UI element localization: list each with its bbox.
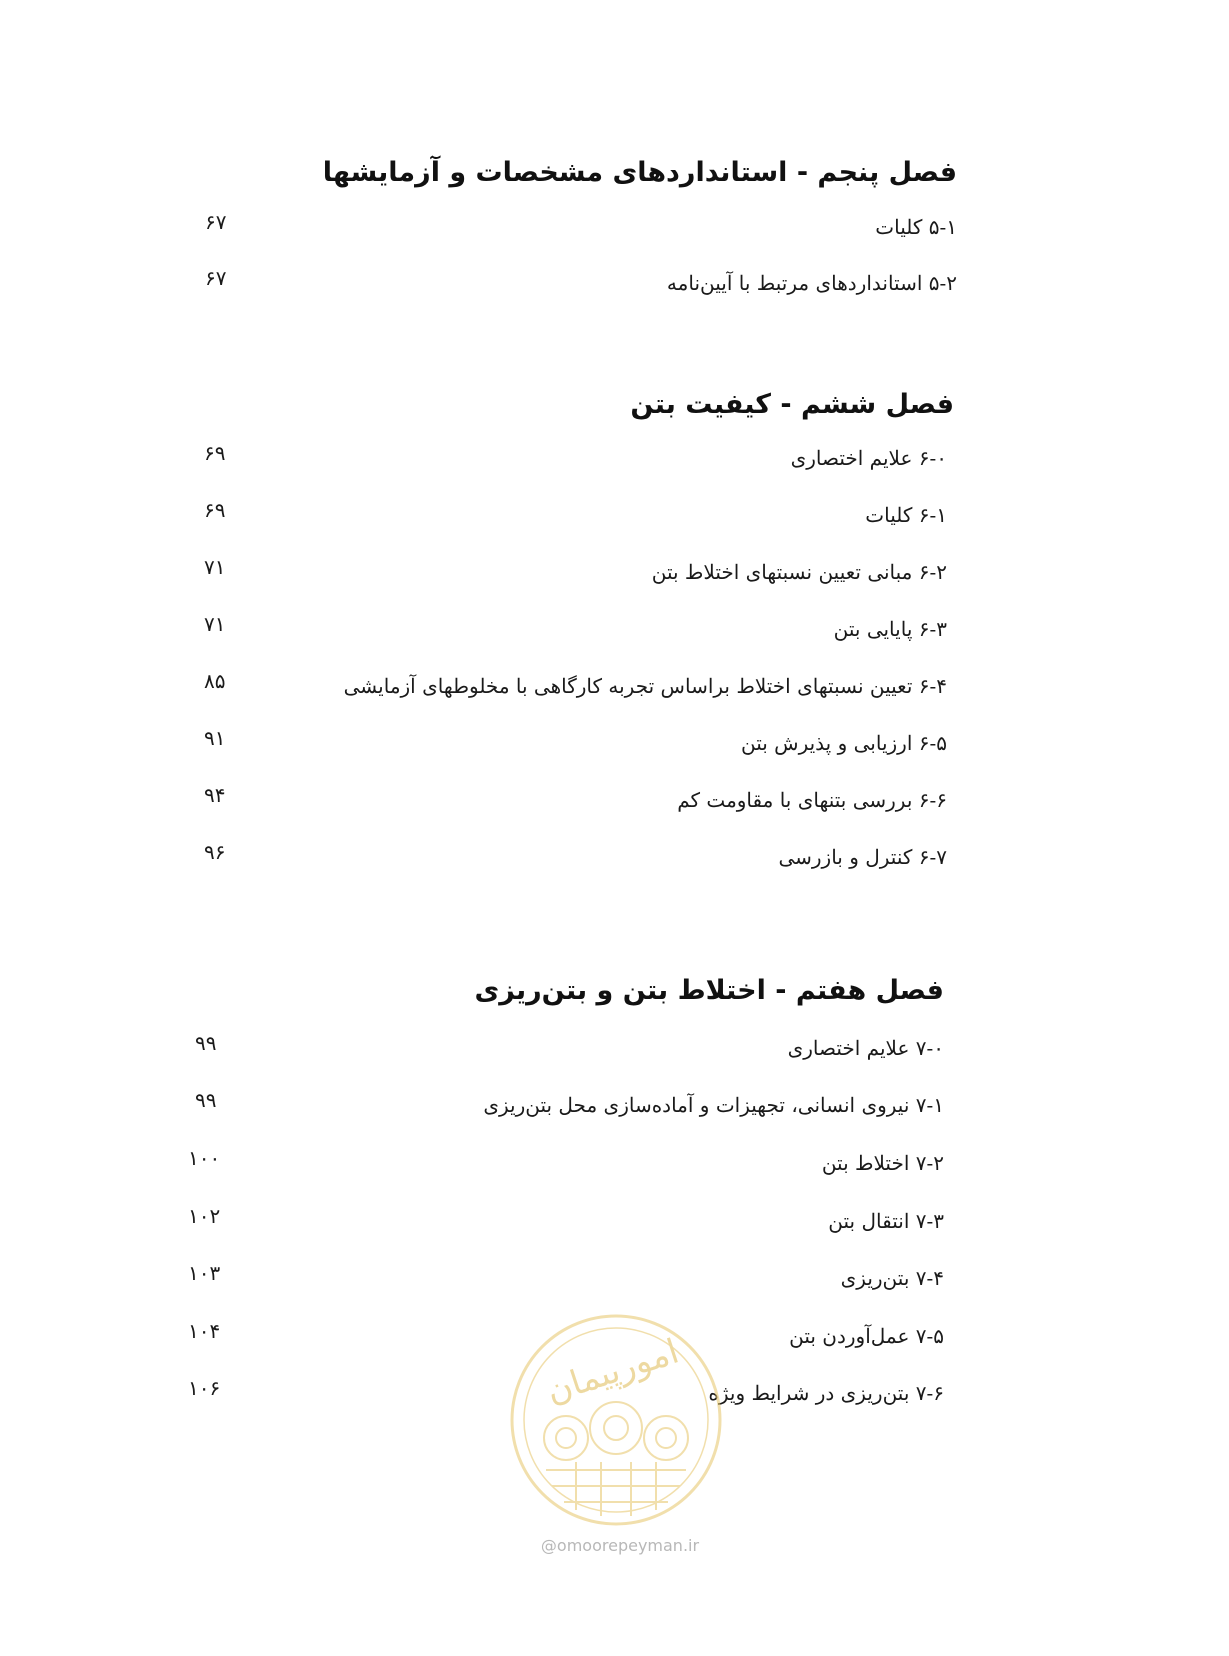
toc-page-number: ۹۹ xyxy=(195,1031,217,1055)
toc-entry: ۶-۵ ارزیابی و پذیرش بتن xyxy=(740,731,947,755)
toc-entry: ۶-۶ بررسی بتنهای با مقاومت کم xyxy=(677,788,947,812)
omoorepeyman-logo-icon xyxy=(506,1310,726,1530)
watermark-url: @omoorepeyman.ir xyxy=(540,1536,700,1555)
toc-entry: ۷-۳ انتقال بتن xyxy=(828,1209,944,1233)
section-heading-7: فصل هفتم - اختلاط بتن و بتن‌ریزی xyxy=(474,975,944,1006)
toc-page-number: ۶۷ xyxy=(205,266,227,290)
toc-entry: ۵-۲ استانداردهای مرتبط با آیین‌نامه xyxy=(666,271,957,295)
toc-page-number: ۹۶ xyxy=(204,840,226,864)
section-heading-6: فصل ششم - کیفیت بتن xyxy=(630,389,954,420)
toc-page-number: ۱۰۲ xyxy=(188,1204,221,1228)
toc-entry: ۶-۷ کنترل و بازرسی xyxy=(778,845,947,869)
toc-entry: ۷-۴ بتن‌ریزی xyxy=(840,1266,944,1290)
svg-text:امورپیمان: امورپیمان xyxy=(541,1331,684,1412)
toc-page-number: ۸۵ xyxy=(204,669,226,693)
toc-entry: ۷-۰ علایم اختصاری xyxy=(787,1036,944,1060)
toc-page-number: ۱۰۳ xyxy=(188,1261,221,1285)
toc-page-number: ۷۱ xyxy=(204,555,226,579)
toc-entry: ۶-۳ پایایی بتن xyxy=(833,617,947,641)
toc-page-number: ۹۹ xyxy=(195,1088,217,1112)
toc-entry: ۶-۰ علایم اختصاری xyxy=(790,446,947,470)
toc-page-number: ۷۱ xyxy=(204,612,226,636)
toc-page-number: ۹۱ xyxy=(204,726,226,750)
toc-page-number: ۱۰۴ xyxy=(188,1319,221,1343)
toc-entry: ۷-۲ اختلاط بتن xyxy=(821,1151,944,1175)
toc-entry: ۷-۵ عمل‌آوردن بتن xyxy=(789,1324,944,1348)
toc-entry: ۷-۱ نیروی انسانی، تجهیزات و آماده‌سازی محل بتن‌ریزی xyxy=(483,1093,944,1117)
toc-page-number: ۶۹ xyxy=(204,441,226,465)
toc-page-number: ۶۷ xyxy=(205,210,227,234)
toc-entry: ۵-۱ کلیات xyxy=(875,215,957,239)
toc-page-number: ۹۴ xyxy=(204,783,226,807)
toc-page-number: ۱۰۰ xyxy=(188,1146,221,1170)
toc-page-number: ۶۹ xyxy=(204,498,226,522)
toc-entry: ۶-۲ مبانی تعیین نسبتهای اختلاط بتن xyxy=(651,560,947,584)
toc-entry: ۷-۶ بتن‌ریزی در شرایط ویژه xyxy=(708,1381,944,1405)
toc-entry: ۶-۱ کلیات xyxy=(865,503,947,527)
section-heading-5: فصل پنجم - استانداردهای مشخصات و آزمایشها xyxy=(322,157,957,188)
toc-page-number: ۱۰۶ xyxy=(188,1376,221,1400)
toc-entry: ۶-۴ تعیین نسبتهای اختلاط براساس تجربه کارگاهی با مخلوطهای آزمایشی xyxy=(343,674,947,698)
